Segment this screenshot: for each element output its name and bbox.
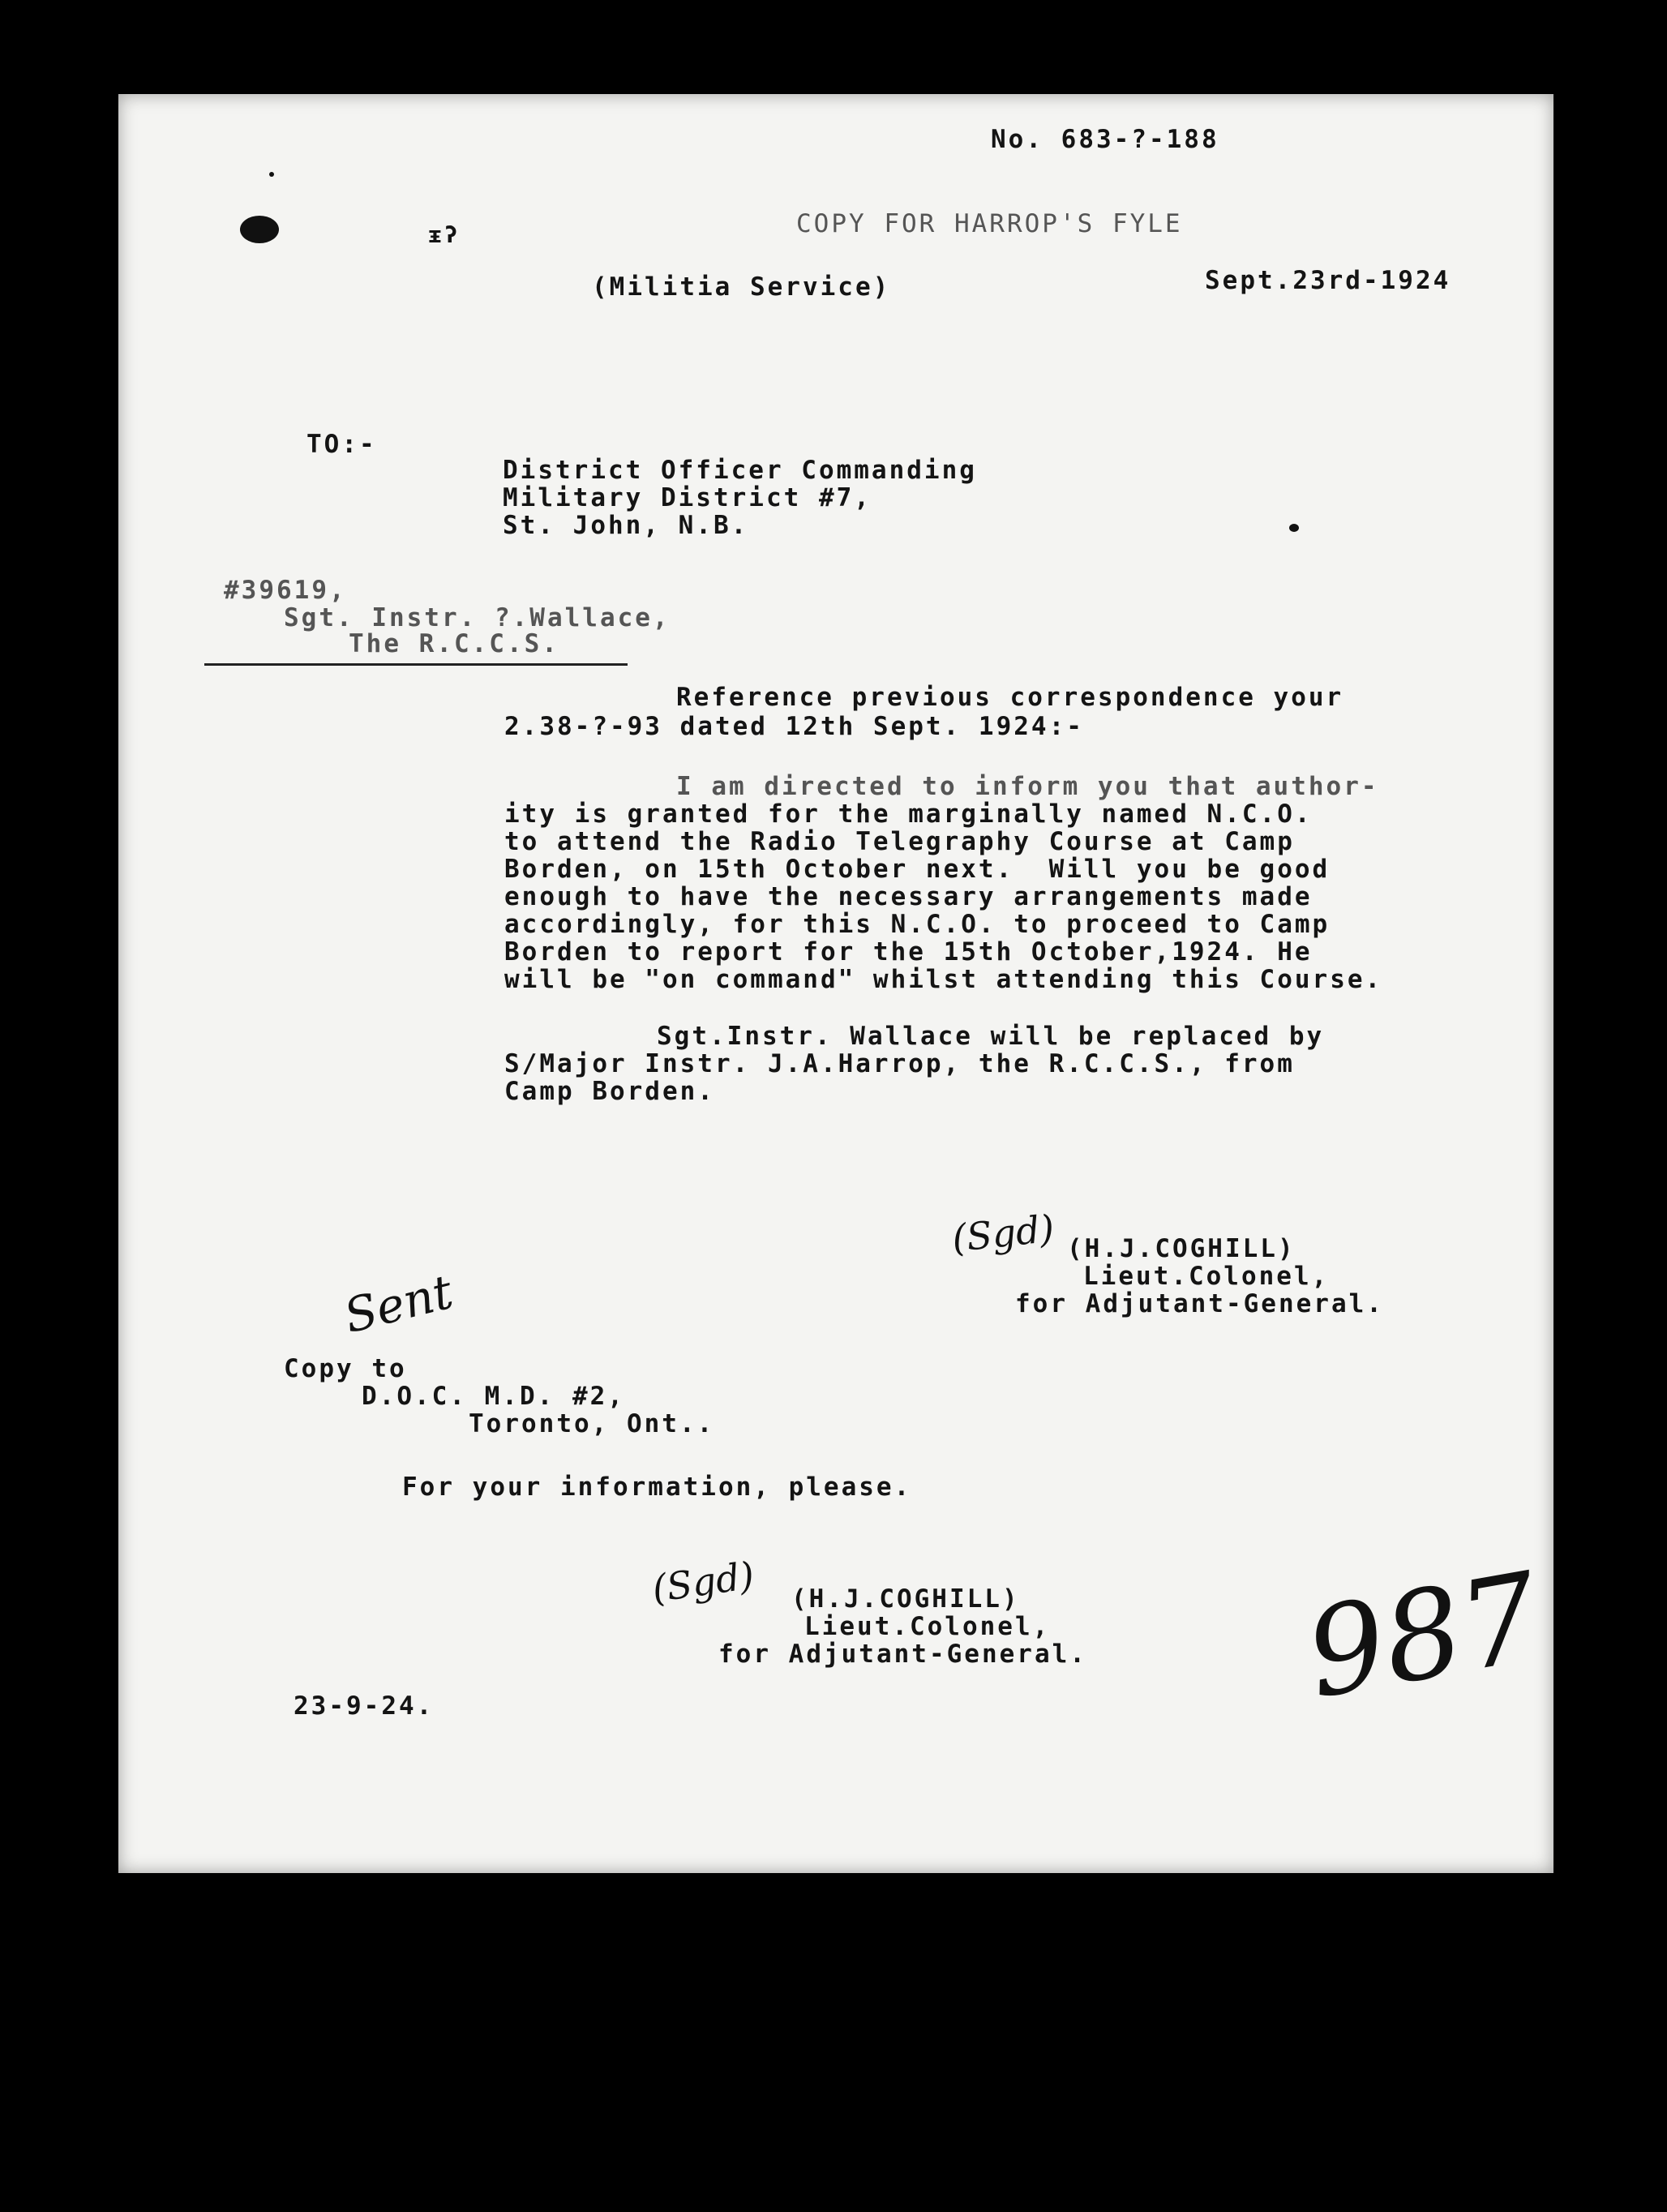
marginal-name: Sgt. Instr. ?.Wallace, <box>284 603 671 632</box>
copy-note: COPY FOR HARROP'S FYLE <box>796 209 1183 238</box>
service-number: #39619, <box>224 576 347 605</box>
body-line: Sgt.Instr. Wallace will be replaced by <box>657 1022 1325 1051</box>
to-label: TO:- <box>306 430 377 459</box>
ink-blot <box>240 216 279 243</box>
document-sheet <box>118 94 1553 1873</box>
signatory-for: for Adjutant-General. <box>1015 1289 1384 1318</box>
body-line: I am directed to inform you that author- <box>676 772 1379 801</box>
copy-to: Copy to <box>284 1354 407 1383</box>
ink-speck <box>1289 524 1299 532</box>
signatory-for: for Adjutant-General. <box>718 1640 1087 1669</box>
address-line-2: Military District #7, <box>503 483 872 512</box>
copy-addressee: D.O.C. M.D. #2, <box>362 1382 625 1411</box>
stray-mark: ᵻʔ <box>428 221 461 248</box>
ink-speck <box>269 172 274 177</box>
file-number: No. 683-?-188 <box>991 125 1219 154</box>
marginal-underline <box>204 663 628 666</box>
signatory-name: (H.J.COGHILL) <box>791 1584 1020 1614</box>
handwritten-number: 987 <box>1296 1546 1550 1726</box>
signatory-rank: Lieut.Colonel, <box>804 1612 1051 1641</box>
body-line: accordingly, for this N.C.O. to proceed to Camp <box>504 910 1331 939</box>
address-line-3: St. John, N.B. <box>503 511 749 540</box>
body-line: S/Major Instr. J.A.Harrop, the R.C.C.S., from <box>504 1049 1295 1078</box>
body-line: Camp Borden. <box>504 1077 715 1106</box>
body-line: Borden, on 15th October next. Will you be good <box>504 855 1331 884</box>
short-date: 23-9-24. <box>294 1691 435 1721</box>
body-line: ity is granted for the marginally named N.C.O. <box>504 799 1313 829</box>
marginal-unit: The R.C.C.S. <box>349 629 559 658</box>
reference-line-1: Reference previous correspondence your <box>676 683 1344 712</box>
sgd-mark: (Sgd) <box>949 1206 1056 1261</box>
sgd-mark: (Sgd) <box>649 1553 757 1611</box>
address-line-1: District Officer Commanding <box>503 456 977 485</box>
signatory-name: (H.J.COGHILL) <box>1067 1234 1296 1263</box>
copy-place: Toronto, Ont.. <box>469 1409 715 1438</box>
reference-line-2: 2.38-?-93 dated 12th Sept. 1924:- <box>504 712 1084 741</box>
body-line: Borden to report for the 15th October,1924. He <box>504 937 1313 967</box>
sent-note: Sent <box>338 1263 458 1344</box>
body-line: to attend the Radio Telegraphy Course at Camp <box>504 827 1295 856</box>
body-line: enough to have the necessary arrangements made <box>504 882 1313 911</box>
body-line: will be "on command" whilst attending this Course. <box>504 965 1383 994</box>
signatory-rank: Lieut.Colonel, <box>1083 1262 1330 1291</box>
copy-note-text: For your information, please. <box>402 1473 912 1502</box>
department: (Militia Service) <box>592 272 891 302</box>
letter-date: Sept.23rd-1924 <box>1205 266 1451 295</box>
